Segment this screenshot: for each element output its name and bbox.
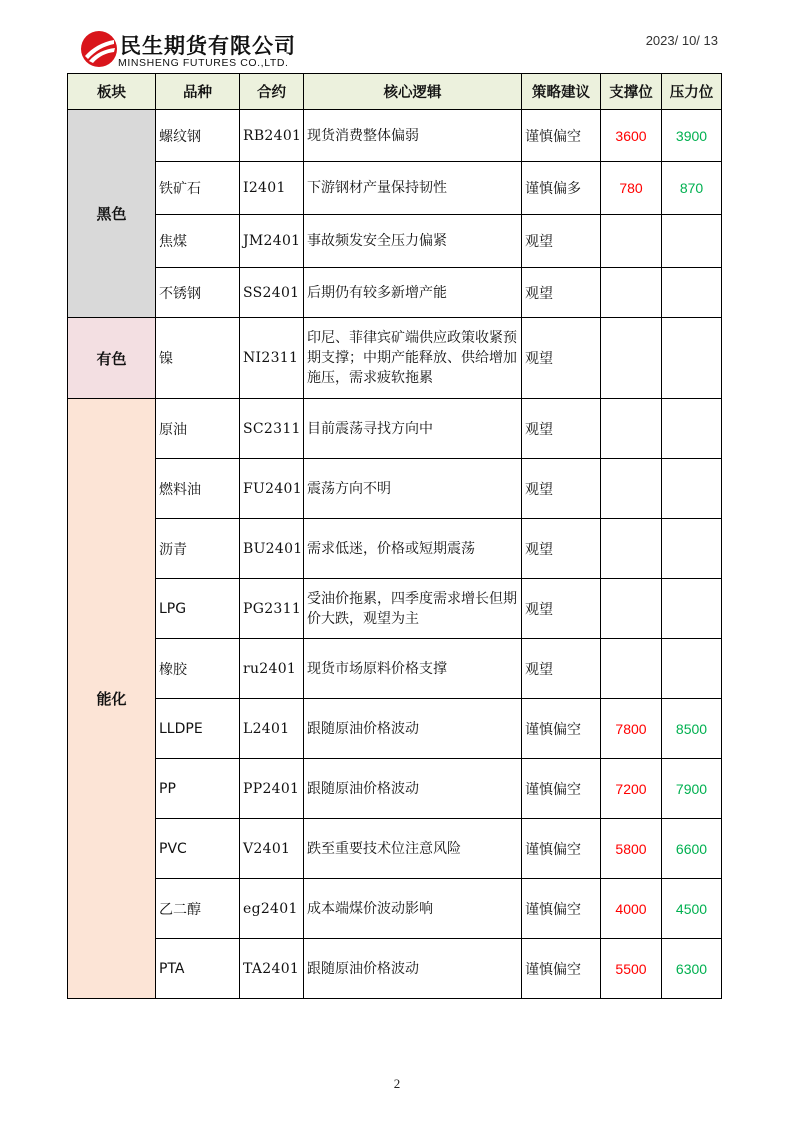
variety-cell: 焦煤 (156, 215, 240, 268)
resistance-cell (662, 519, 722, 579)
column-header-resistance: 压力位 (662, 74, 722, 110)
column-header-support: 支撑位 (601, 74, 662, 110)
logic-cell: 成本端煤价波动影响 (304, 879, 522, 939)
support-cell (601, 215, 662, 268)
logic-cell: 跟随原油价格波动 (304, 699, 522, 759)
table-row (68, 819, 722, 879)
support-cell: 3600 (601, 110, 662, 162)
variety-cell: 原油 (156, 399, 240, 459)
contract-cell: PG2311 (240, 579, 304, 639)
logic-cell: 印尼、菲律宾矿端供应政策收紧预期支撑；中期产能释放、供给增加施压，需求疲软拖累 (304, 318, 522, 399)
resistance-cell: 3900 (662, 110, 722, 162)
variety-cell: 沥青 (156, 519, 240, 579)
variety-cell: 铁矿石 (156, 162, 240, 215)
table-row (68, 399, 722, 459)
logic-cell: 跟随原油价格波动 (304, 939, 522, 999)
advice-cell: 观望 (522, 519, 601, 579)
resistance-cell: 7900 (662, 759, 722, 819)
variety-cell: LLDPE (156, 699, 240, 759)
support-cell (601, 399, 662, 459)
variety-cell: 不锈钢 (156, 268, 240, 318)
company-logo (80, 30, 320, 72)
resistance-cell (662, 579, 722, 639)
logic-cell: 目前震荡寻找方向中 (304, 399, 522, 459)
logic-cell: 跌至重要技术位注意风险 (304, 819, 522, 879)
table-row (68, 759, 722, 819)
contract-cell: SS2401 (240, 268, 304, 318)
advice-cell: 谨慎偏空 (522, 819, 601, 879)
resistance-cell (662, 459, 722, 519)
logic-cell: 现货消费整体偏弱 (304, 110, 522, 162)
logic-cell: 震荡方向不明 (304, 459, 522, 519)
variety-cell: 螺纹钢 (156, 110, 240, 162)
advice-cell: 观望 (522, 215, 601, 268)
advice-cell: 谨慎偏空 (522, 699, 601, 759)
advice-cell: 观望 (522, 639, 601, 699)
table-row (68, 639, 722, 699)
sector-cell-nonferrous: 有色 (68, 318, 156, 399)
support-cell (601, 519, 662, 579)
page-number: 2 (393, 1076, 401, 1091)
table-row (68, 459, 722, 519)
support-cell: 4000 (601, 879, 662, 939)
table-row (68, 318, 722, 399)
table-row (68, 519, 722, 579)
variety-cell: 镍 (156, 318, 240, 399)
company-name-cn: 民生期货有限公司 (120, 34, 296, 58)
logic-cell: 跟随原油价格波动 (304, 759, 522, 819)
variety-cell: 燃料油 (156, 459, 240, 519)
column-header-contract: 合约 (240, 74, 304, 110)
advice-cell: 观望 (522, 268, 601, 318)
sector-cell-black: 黑色 (68, 110, 156, 318)
logic-cell: 后期仍有较多新增产能 (304, 268, 522, 318)
resistance-cell (662, 268, 722, 318)
column-header-advice: 策略建议 (522, 74, 601, 110)
resistance-cell: 6600 (662, 819, 722, 879)
advice-cell: 谨慎偏多 (522, 162, 601, 215)
variety-cell: PP (156, 759, 240, 819)
variety-cell: PTA (156, 939, 240, 999)
variety-cell: 橡胶 (156, 639, 240, 699)
table-row (68, 699, 722, 759)
advice-cell: 谨慎偏空 (522, 939, 601, 999)
support-cell: 7800 (601, 699, 662, 759)
table-row (68, 110, 722, 162)
contract-cell: eg2401 (240, 879, 304, 939)
contract-cell: V2401 (240, 819, 304, 879)
support-cell (601, 459, 662, 519)
contract-cell: RB2401 (240, 110, 304, 162)
support-cell (601, 318, 662, 399)
table-header-row (68, 74, 722, 110)
resistance-cell (662, 318, 722, 399)
table-row (68, 939, 722, 999)
contract-cell: JM2401 (240, 215, 304, 268)
column-header-variety: 品种 (156, 74, 240, 110)
contract-cell: ru2401 (240, 639, 304, 699)
variety-cell: LPG (156, 579, 240, 639)
logic-cell: 受油价拖累，四季度需求增长但期价大跌，观望为主 (304, 579, 522, 639)
variety-cell: PVC (156, 819, 240, 879)
column-header-logic: 核心逻辑 (304, 74, 522, 110)
contract-cell: NI2311 (240, 318, 304, 399)
advice-cell: 观望 (522, 399, 601, 459)
resistance-cell (662, 639, 722, 699)
logic-cell: 下游钢材产量保持韧性 (304, 162, 522, 215)
support-cell (601, 268, 662, 318)
resistance-cell: 8500 (662, 699, 722, 759)
variety-cell: 乙二醇 (156, 879, 240, 939)
logic-cell: 现货市场原料价格支撑 (304, 639, 522, 699)
contract-cell: FU2401 (240, 459, 304, 519)
company-name-en: MINSHENG FUTURES CO.,LTD. (118, 57, 289, 69)
contract-cell: L2401 (240, 699, 304, 759)
table-row (68, 162, 722, 215)
minsheng-logo-icon (80, 30, 118, 68)
column-header-sector: 板块 (68, 74, 156, 110)
advice-cell: 谨慎偏空 (522, 759, 601, 819)
table-row (68, 215, 722, 268)
advice-cell: 观望 (522, 579, 601, 639)
report-date: 2023/ 10/ 13 (645, 33, 718, 48)
contract-cell: TA2401 (240, 939, 304, 999)
advice-cell: 谨慎偏空 (522, 110, 601, 162)
resistance-cell: 6300 (662, 939, 722, 999)
resistance-cell: 4500 (662, 879, 722, 939)
table-row (68, 268, 722, 318)
resistance-cell (662, 215, 722, 268)
advice-cell: 谨慎偏空 (522, 879, 601, 939)
support-cell (601, 639, 662, 699)
support-cell: 5800 (601, 819, 662, 879)
contract-cell: SC2311 (240, 399, 304, 459)
contract-cell: BU2401 (240, 519, 304, 579)
advice-cell: 观望 (522, 318, 601, 399)
support-cell (601, 579, 662, 639)
support-cell: 7200 (601, 759, 662, 819)
advice-cell: 观望 (522, 459, 601, 519)
contract-cell: PP2401 (240, 759, 304, 819)
logic-cell: 需求低迷，价格或短期震荡 (304, 519, 522, 579)
resistance-cell: 870 (662, 162, 722, 215)
resistance-cell (662, 399, 722, 459)
support-cell: 780 (601, 162, 662, 215)
table-row (68, 579, 722, 639)
strategy-table (67, 73, 722, 999)
sector-cell-energy-chemical: 能化 (68, 399, 156, 999)
contract-cell: I2401 (240, 162, 304, 215)
logic-cell: 事故频发安全压力偏紧 (304, 215, 522, 268)
support-cell: 5500 (601, 939, 662, 999)
table-row (68, 879, 722, 939)
